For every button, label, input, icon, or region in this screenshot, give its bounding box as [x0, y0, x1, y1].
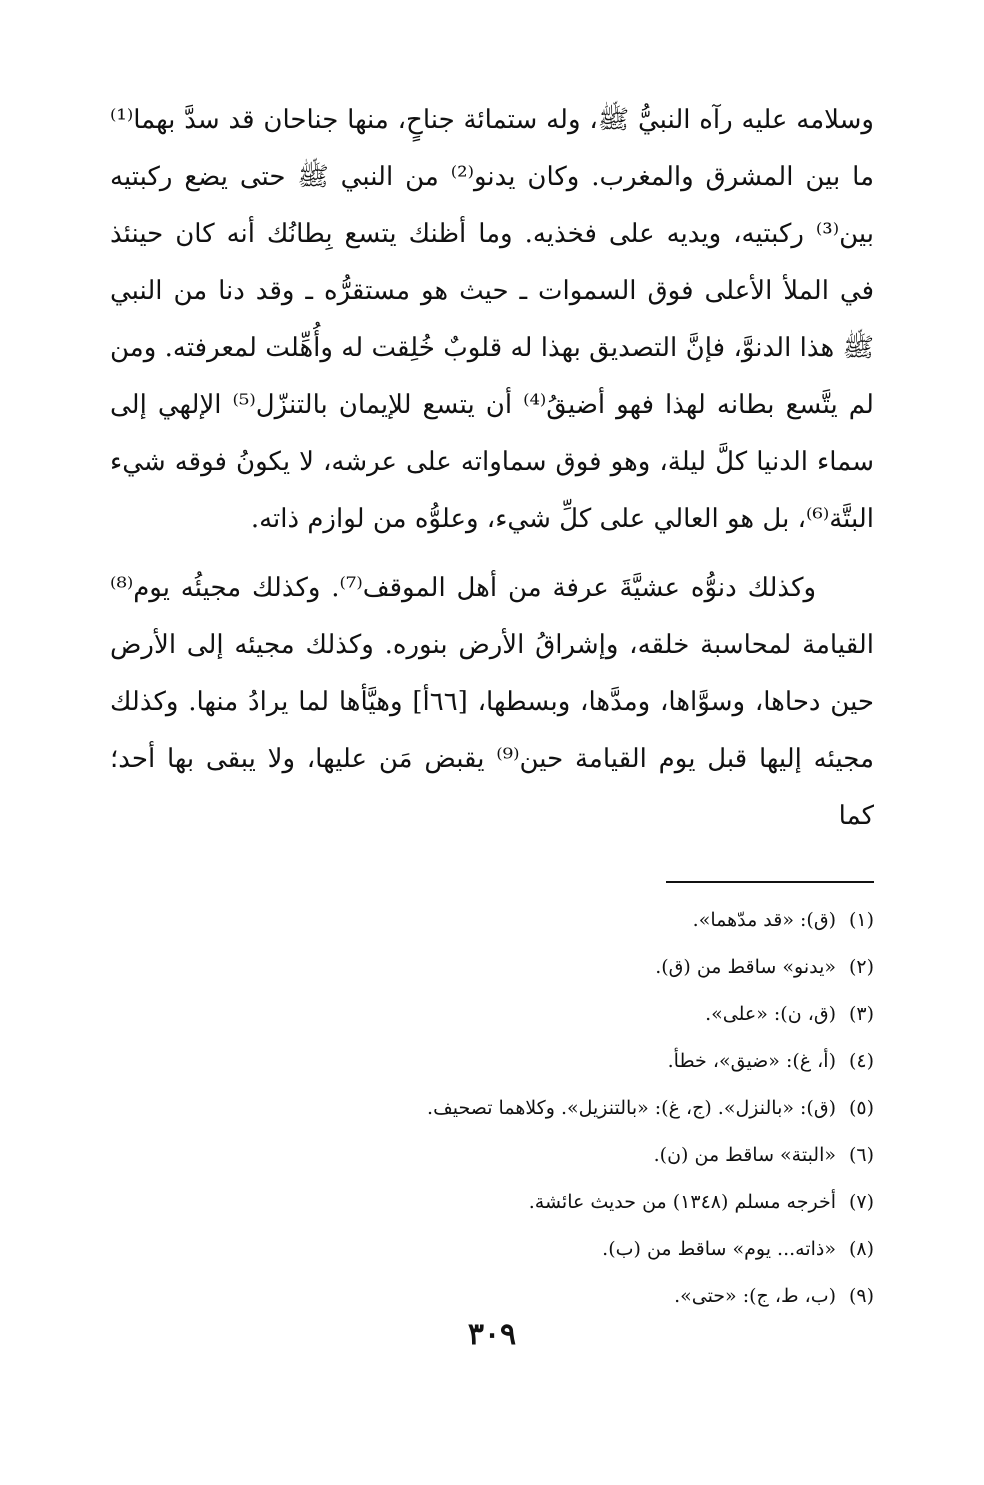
footnote-text: «ذاته... يوم» ساقط من (ب). [602, 1238, 836, 1260]
footnote-text: «البتة» ساقط من (ن). [653, 1144, 836, 1166]
footnote-number: (٣) [848, 1003, 874, 1025]
footnote-text: (أ، غ): «ضيق»، خطأ. [667, 1050, 836, 1072]
footnote-text: (ق، ن): «على». [705, 1003, 836, 1025]
footnote [110, 1273, 874, 1320]
footnotes-list [110, 897, 874, 1320]
main-text [110, 92, 874, 845]
paragraph-2: وكذلك دنوُّه عشيَّةَ عرفة من أهل الموقف⁽⁷⁾. وكذلك مجيئُه يوم⁽⁸⁾ القيامة لمحاسبة خلقه، وإشراقُ الأرض بنوره. وكذلك مجيئه إلى الأرض حين دحاها، وسوَّاها، ومدَّها، وبسطها، [٦٦أ] وهيَّأها لما يرادُ منها. وكذلك مجيئه إليها قبل يوم القيامة حين⁽⁹⁾ يقبض مَن عليها، ولا يبقى بها أحد؛ كما [110, 573, 874, 831]
footnote [110, 944, 874, 991]
footnote-number: (٧) [848, 1191, 874, 1213]
footnote-text: (ب، ط، ج): «حتى». [674, 1285, 836, 1307]
page-number: ٣٠٩ [467, 1317, 517, 1352]
footnote-number: (٥) [848, 1097, 874, 1119]
footnote-number: (٩) [848, 1285, 874, 1307]
footnote-number: (٤) [848, 1050, 874, 1072]
footnote-text: أخرجه مسلم (١٣٤٨) من حديث عائشة. [528, 1191, 836, 1213]
footnote [110, 1085, 874, 1132]
paragraph-1: وسلامه عليه رآه النبيُّ ﷺ، وله ستمائة جناحٍ، منها جناحان قد سدَّ بهما⁽¹⁾ ما بين المشرق والمغرب. وكان يدنو⁽²⁾ من النبي ﷺ حتى يضع ركبتيه بين⁽³⁾ ركبتيه، ويديه على فخذيه. وما أظنك يتسع بِطانُك أنه كان حينئذ في الملأ الأعلى فوق السموات ـ حيث هو مستقرُّه ـ وقد دنا من النبي ﷺ هذا الدنوَّ، فإنَّ التصديق بهذا له قلوبٌ خُلِقت له وأُهِّلت لمعرفته. ومن لم يتَّسع بطانه لهذا فهو أضيقُ⁽⁴⁾ أن يتسع للإيمان بالتنزّل⁽⁵⁾ الإلهي إلى سماء الدنيا كلَّ ليلة، وهو فوق سماواته على عرشه، لا يكونُ فوقه شيء البتَّة⁽⁶⁾، بل هو العالي على كلِّ شيء، وعلوُّه من لوازم ذاته. [110, 105, 874, 534]
footnote-text: «يدنو» ساقط من (ق). [655, 956, 836, 978]
footnote-text: (ق): «بالنزل». (ج، غ): «بالتنزيل». وكلاهما تصحيف. [427, 1097, 836, 1119]
footnote-separator [666, 881, 874, 883]
footnote [110, 897, 874, 944]
footnote-text: (ق): «قد مدّهما». [692, 909, 836, 931]
footnote-number: (٦) [848, 1144, 874, 1166]
footnote-number: (١) [848, 909, 874, 931]
footnote [110, 1226, 874, 1273]
footnote [110, 991, 874, 1038]
footnote-number: (٨) [848, 1238, 874, 1260]
footnote [110, 1038, 874, 1085]
footnote [110, 1179, 874, 1226]
footnote-number: (٢) [848, 956, 874, 978]
footnote [110, 1132, 874, 1179]
